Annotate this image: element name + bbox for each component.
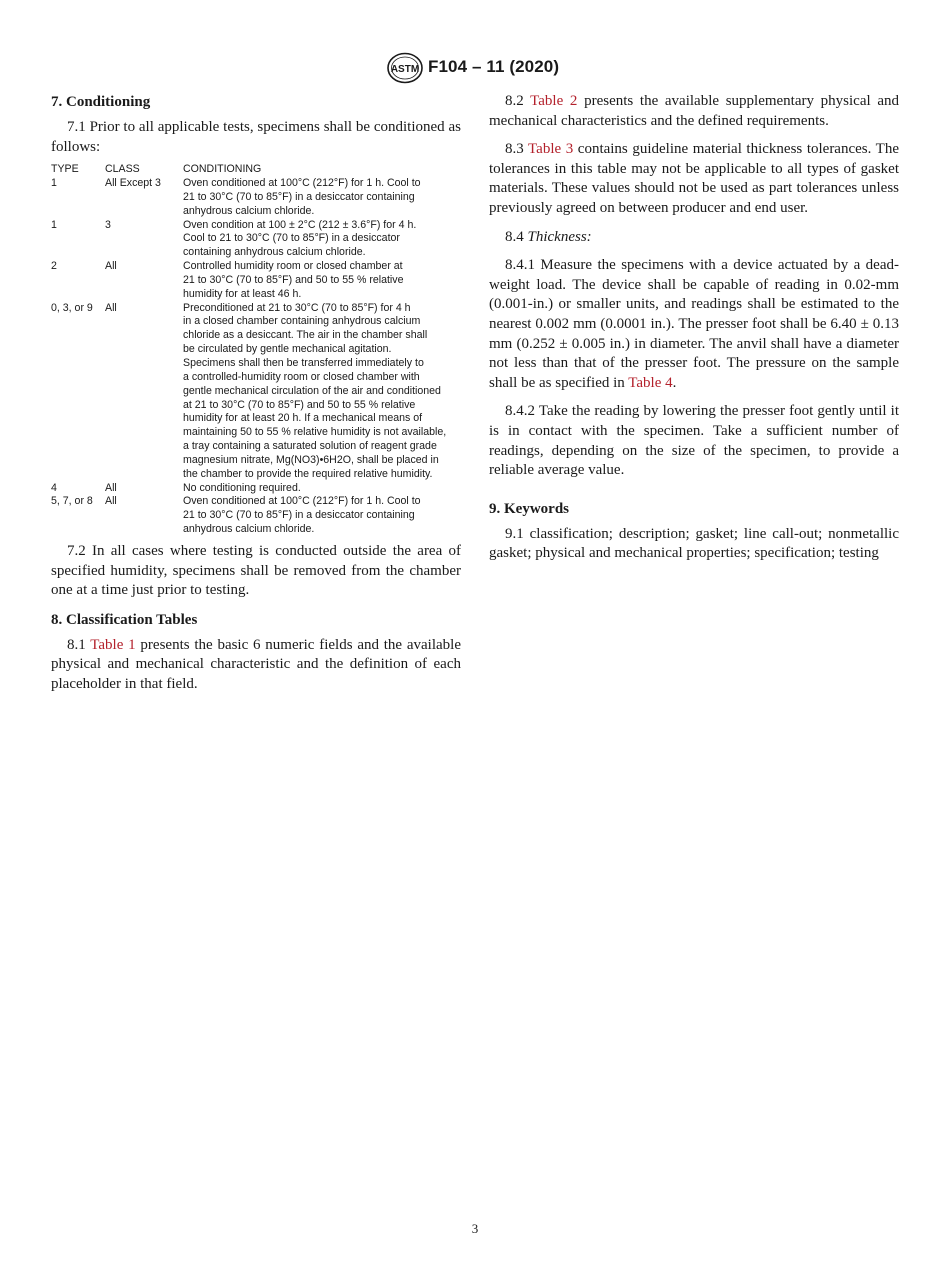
paragraph-number: 8.4 [505,228,528,245]
paragraph-9-1: 9.1 classification; description; gasket; line call-out; nonmetallic gasket; physical and mechanical properties; specification; testing [489,525,899,562]
row-type: 1 [51,177,57,190]
row-class: All Except 3 [105,177,161,190]
row-conditioning [183,219,477,261]
conditioning-line: gentle mechanical circulation of the air and conditioned [183,384,441,397]
section-7-heading: 7. Conditioning [51,94,151,110]
right-column [489,92,899,564]
table-row [51,219,477,261]
conditioning-line: humidity for at least 46 h. [183,287,302,300]
paragraph-8-4-2: 8.4.2 Take the reading by lowering the presser foot gently until it is in contact with the specimen. Take a sufficient number of readings, depending on the size of the specimen, to provide a reliable average value. [489,403,899,479]
row-conditioning [183,260,477,302]
row-conditioning [183,302,477,482]
paragraph-8-2 [489,92,899,131]
page-number: 3 [471,1221,479,1236]
conditioning-line: Oven conditioned at 100°C (212°F) for 1 h. Cool to [183,495,421,508]
paragraph-end: . [672,374,677,391]
row-type: 0, 3, or 9 [51,301,93,314]
paragraph-8-1 [51,636,461,695]
conditioning-line: Cool to 21 to 30°C (70 to 85°F) in a desiccator [183,232,400,245]
conditioning-table [51,163,477,537]
row-type: 1 [51,218,57,231]
column-header-conditioning: CONDITIONING [183,163,262,176]
conditioning-line: 21 to 30°C (70 to 85°F) in a desiccator containing [183,190,415,203]
conditioning-line: chloride as a desiccant. The air in the chamber shall [183,329,428,342]
section-9-heading: 9. Keywords [489,500,569,517]
paragraph-text: presents the available supplementary physical and mechanical characteristics and the defined requirements. [489,93,899,129]
paragraph-number: 8.3 [505,141,529,158]
conditioning-line: anhydrous calcium chloride. [183,204,315,217]
conditioning-line: containing anhydrous calcium chloride. [183,246,366,259]
conditioning-line: Preconditioned at 21 to 30°C (70 to 85°F) for 4 h [183,301,411,314]
paragraph-text: contains guideline material thickness tolerances. The tolerances in this table may not be applicable to all types of gasket materials. These values should not be used as part tolerances unless previously agreed on between producer and end user. [489,141,899,216]
astm-logo-icon [386,52,424,84]
paragraph-8-4 [489,228,899,248]
thickness-title: Thickness: [527,228,592,245]
conditioning-line: magnesium nitrate, Mg(NO3)•6H2O, shall be placed in [183,453,439,466]
table-row [51,495,477,537]
row-class: All [105,301,117,314]
conditioning-line: Oven condition at 100 ± 2°C (212 ± 3.6°F) for 4 h. [183,218,417,231]
row-class: All [105,481,117,494]
conditioning-line: anhydrous calcium chloride. [183,523,315,536]
astm-logo [386,52,424,89]
row-type: 2 [51,260,57,273]
paragraph-8-4-1 [489,256,899,393]
row-class: All [105,495,117,508]
conditioning-line: 21 to 30°C (70 to 85°F) and 50 to 55 % relative [183,273,404,286]
table-1-link[interactable]: Table 1 [90,636,136,653]
conditioning-line: No conditioning required. [183,481,301,494]
row-type: 4 [51,481,57,494]
table-row [51,302,477,482]
page-header [0,52,950,84]
table-header-row [51,163,477,177]
row-type: 5, 7, or 8 [51,495,93,508]
conditioning-line: a controlled-humidity room or closed chamber with [183,370,420,383]
paragraph-text: presents the basic 6 numeric fields and the available physical and mechanical characteristic and the definition of each placeholder in that field. [51,636,461,692]
paragraph-8-3 [489,140,899,218]
table-row [51,260,477,302]
conditioning-line: Specimens shall then be transferred immediately to [183,357,424,369]
conditioning-line: be circulated by gentle mechanical agitation. [183,343,392,356]
conditioning-line: in a closed chamber containing anhydrous calcium [183,315,421,328]
conditioning-line: at 21 to 30°C (70 to 85°F) and 50 to 55 % relative [183,398,416,411]
table-row [51,177,477,219]
left-column [51,92,461,695]
paragraph-7-1: 7.1 Prior to all applicable tests, specimens shall be conditioned as follows: [51,119,461,155]
paragraph-7-2: 7.2 In all cases where testing is conducted outside the area of specified humidity, specimens shall be removed from the chamber one at a time just prior to testing. [51,542,461,599]
table-row [51,482,477,496]
section-8-heading: 8. Classification Tables [51,611,198,628]
conditioning-line: maintaining 50 to 55 % relative humidity is not available, [183,426,447,439]
logo-lettering: ASTM [390,64,420,75]
conditioning-line: Controlled humidity room or closed chamber at [183,260,403,273]
paragraph-text: 8.4.1 Measure the specimens with a device actuated by a dead-weight load. The device shall be capable of reading in 0.02-mm (0.001-in.) or smaller units, and readings shall be estimated to the nearest 0.002 mm (0.0001 in.). The presser foot shall be 6.40 ± 0.13 mm (0.252 ± 0.005 in.) in diameter. The anvil shall have a diameter not less than that of the presser foot. The pressure on the sample shall be as specified in [489,257,899,391]
table-2-link[interactable]: Table 2 [530,93,578,109]
paragraph-number: 8.2 [505,93,531,109]
column-header-type: TYPE [51,163,79,176]
conditioning-line: a tray containing a saturated solution of reagent grade [183,440,437,453]
row-conditioning [183,177,477,219]
row-conditioning [183,495,477,537]
standard-designation: F104 – 11 (2020) [428,57,560,76]
row-conditioning [183,482,477,496]
conditioning-line: 21 to 30°C (70 to 85°F) in a desiccator containing [183,509,415,522]
row-class: All [105,260,117,273]
conditioning-line: the chamber to provide the required relative humidity. [183,467,433,480]
paragraph-number: 8.1 [67,636,91,653]
conditioning-line: Oven conditioned at 100°C (212°F) for 1 h. Cool to [183,177,421,190]
table-4-link[interactable]: Table 4 [628,374,673,391]
conditioning-line: humidity for at least 20 h. If a mechanical means of [183,412,423,425]
row-class: 3 [105,218,111,231]
column-header-class: CLASS [105,163,140,176]
table-3-link[interactable]: Table 3 [528,141,574,158]
